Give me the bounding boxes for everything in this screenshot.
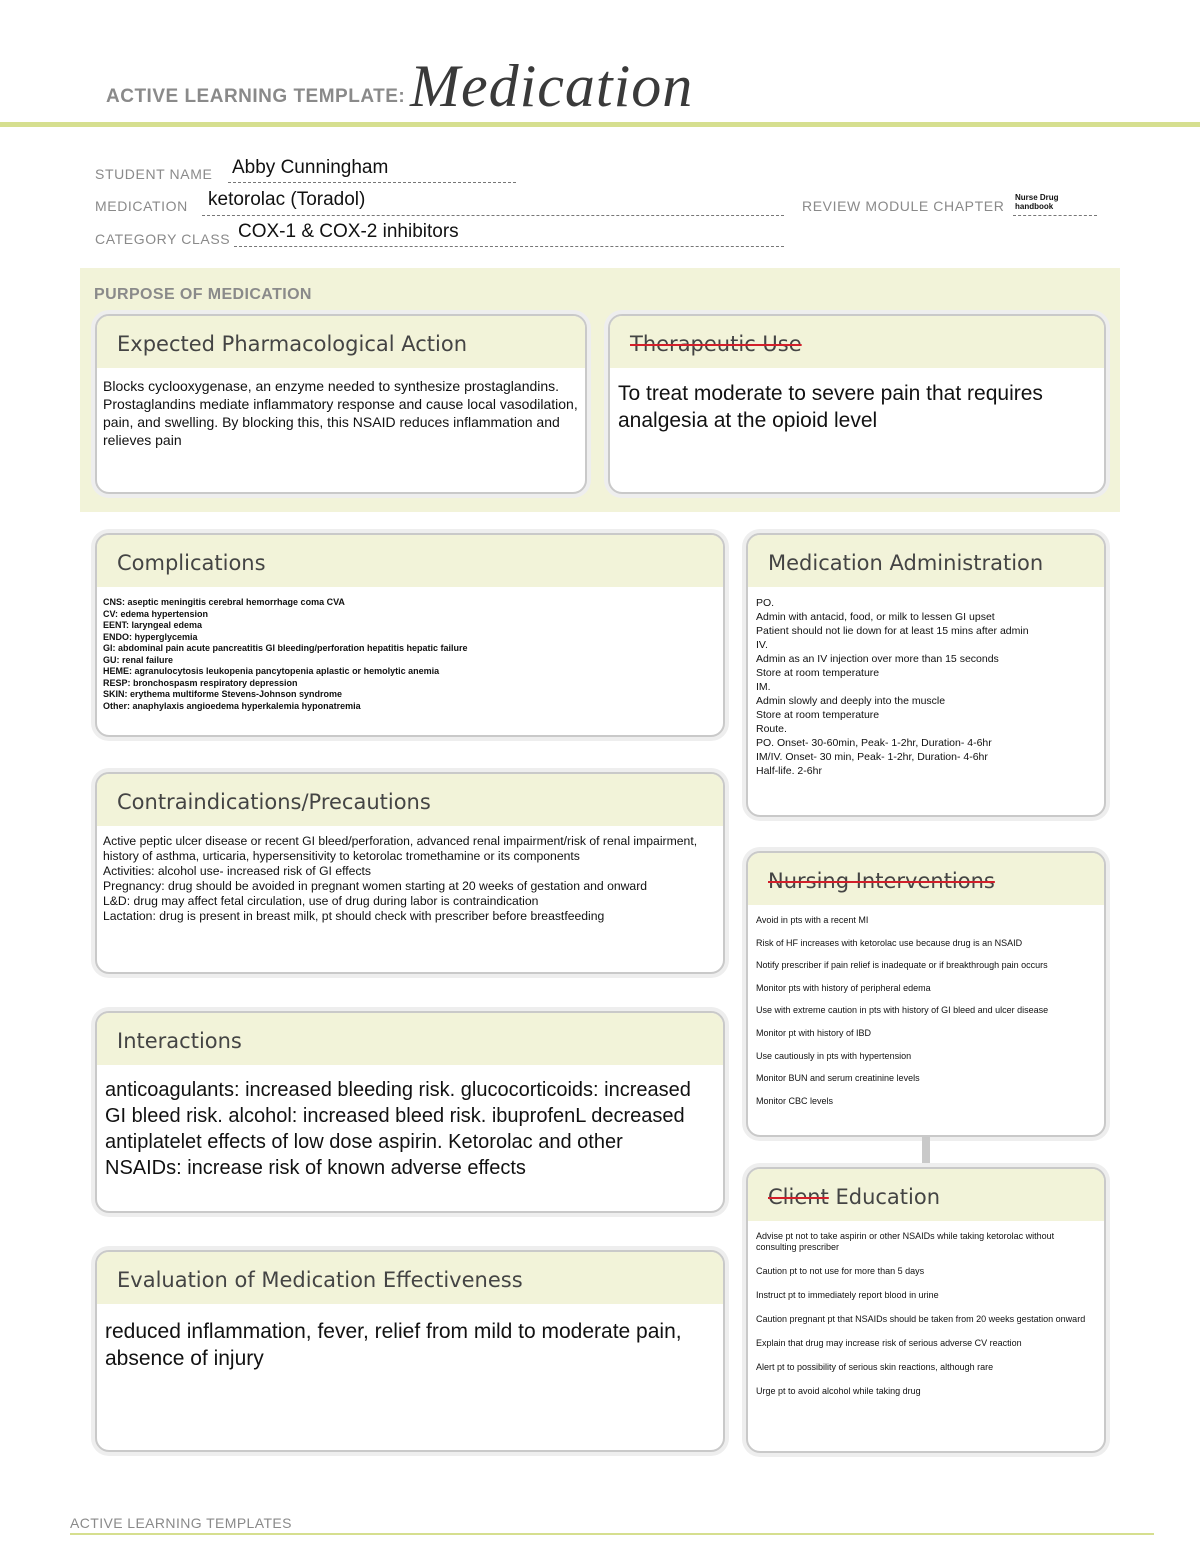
list-item: Store at room temperature bbox=[756, 709, 880, 721]
interactions-text[interactable]: anticoagulants: increased bleeding risk. glucocorticoids: increased GI bleed risk. alcohol: increased bleed risk. ibuprofenL decreased antiplatelet effects of low dose aspirin. Ketorolac and other NSAIDs: increase risk of known adverse effects bbox=[105, 1079, 691, 1179]
expected-action-text[interactable]: Blocks cyclooxygenase, an enzyme needed to synthesize prostaglandins. Prostaglandins mediate inflammatory response and cause local vasodilation, pain, and swelling. By blocking this, this NSAID reduces inflammation and relieves pain bbox=[103, 378, 578, 448]
student-name-label: STUDENT NAME bbox=[95, 166, 213, 182]
list-item: Active peptic ulcer disease or recent GI bleed/perforation, advanced renal impairment/risk of renal impairment, history of asthma, urticaria, hypersensitivity to ketorolac tromethamine or its components bbox=[103, 834, 698, 863]
complications-box bbox=[95, 533, 725, 737]
category-class-field[interactable] bbox=[234, 221, 784, 247]
contraindications-title: Contraindications/Precautions bbox=[97, 774, 723, 826]
page-title: Medication bbox=[410, 53, 694, 119]
review-module-value: Nurse Drug handbook bbox=[1015, 193, 1059, 211]
list-item: Use cautiously in pts with hypertension bbox=[756, 1050, 912, 1061]
purpose-heading: PURPOSE OF MEDICATION bbox=[94, 286, 312, 303]
list-item: Half-life. 2-6hr bbox=[756, 765, 822, 777]
list-item: CNS: aseptic meningitis cerebral hemorrhage coma CVA bbox=[103, 597, 345, 607]
list-item: Admin slowly and deeply into the muscle bbox=[756, 695, 946, 707]
list-item: IM/IV. Onset- 30 min, Peak- 1-2hr, Duration- 4-6hr bbox=[756, 751, 988, 763]
list-item: Route. bbox=[756, 723, 787, 735]
footer-label: ACTIVE LEARNING TEMPLATES bbox=[70, 1515, 292, 1531]
list-item: Advise pt not to take aspirin or other NSAIDs while taking ketorolac without consulting prescriber bbox=[756, 1231, 1055, 1252]
list-item: GI: abdominal pain acute pancreatitis GI bleeding/perforation hepatitis hepatic failure bbox=[103, 643, 468, 653]
list-item: Lactation: drug is present in breast milk, pt should check with prescriber before breastfeeding bbox=[103, 909, 605, 923]
list-item: Instruct pt to immediately report blood in urine bbox=[756, 1290, 939, 1300]
list-item: GU: renal failure bbox=[103, 654, 174, 665]
therapeutic-use-box bbox=[608, 314, 1106, 494]
list-item: Monitor pt with history of IBD bbox=[756, 1027, 872, 1038]
list-item: Caution pregnant pt that NSAIDs should be taken from 20 weeks gestation onward bbox=[756, 1314, 1086, 1324]
list-item: Other: anaphylaxis angioedema hyperkalemia hyponatremia bbox=[103, 700, 361, 711]
box-connector bbox=[922, 1137, 930, 1165]
list-item: Urge pt to avoid alcohol while taking drug bbox=[756, 1386, 921, 1396]
list-item: Explain that drug may increase risk of serious adverse CV reaction bbox=[756, 1338, 1022, 1348]
list-item: Activities: alcohol use- increased risk of GI effects bbox=[103, 864, 372, 878]
list-item: Caution pt to not use for more than 5 days bbox=[756, 1266, 925, 1276]
therapeutic-use-text[interactable]: To treat moderate to severe pain that requires analgesia at the opioid level bbox=[618, 382, 1043, 432]
list-item: Avoid in pts with a recent MI bbox=[756, 915, 869, 925]
list-item: Monitor CBC levels bbox=[756, 1095, 834, 1106]
client-education-list[interactable] bbox=[748, 1221, 1104, 1397]
medication-field[interactable] bbox=[202, 189, 784, 216]
student-name-field[interactable] bbox=[228, 157, 516, 183]
expected-action-title: Expected Pharmacological Action bbox=[97, 316, 585, 368]
therapeutic-use-title: Therapeutic Use bbox=[630, 332, 802, 356]
list-item: Alert pt to possibility of serious skin reactions, although rare bbox=[756, 1362, 994, 1372]
administration-box bbox=[746, 533, 1106, 817]
category-class-value: COX-1 & COX-2 inhibitors bbox=[238, 221, 459, 242]
review-module-label: REVIEW MODULE CHAPTER bbox=[802, 198, 1005, 214]
contraindications-list[interactable] bbox=[97, 826, 723, 924]
list-item: SKIN: erythema multiforme Stevens-Johnson syndrome bbox=[103, 689, 343, 699]
list-item: Pregnancy: drug should be avoided in pregnant women starting at 20 weeks of gestation and onward bbox=[103, 879, 648, 893]
category-class-label: CATEGORY CLASS bbox=[95, 231, 231, 247]
evaluation-text[interactable]: reduced inflammation, fever, relief from mild to moderate pain, absence of injury bbox=[105, 1320, 682, 1370]
list-item: IM. bbox=[756, 681, 771, 693]
list-item: EENT: laryngeal edema bbox=[103, 620, 203, 630]
list-item: Monitor pts with history of peripheral edema bbox=[756, 982, 931, 993]
medication-label: MEDICATION bbox=[95, 198, 188, 214]
list-item: IV. bbox=[756, 639, 768, 651]
nursing-interventions-box bbox=[746, 851, 1106, 1137]
interactions-title: Interactions bbox=[97, 1013, 723, 1065]
list-item: Admin with antacid, food, or milk to lessen GI upset bbox=[756, 611, 995, 623]
list-item: PO. Onset- 30-60min, Peak- 1-2hr, Duration- 4-6hr bbox=[756, 737, 992, 749]
list-item: PO. bbox=[756, 597, 775, 609]
template-label: ACTIVE LEARNING TEMPLATE: bbox=[106, 86, 406, 107]
evaluation-box bbox=[95, 1250, 725, 1452]
expected-action-box bbox=[95, 314, 587, 494]
list-item: L&D: drug may affect fetal circulation, use of drug during labor is contraindication bbox=[103, 894, 539, 908]
nursing-interventions-list[interactable] bbox=[748, 905, 1104, 1107]
list-item: ENDO: hyperglycemia bbox=[103, 631, 198, 642]
interactions-box bbox=[95, 1011, 725, 1213]
client-education-title: Education bbox=[828, 1185, 941, 1209]
contraindications-box bbox=[95, 772, 725, 974]
list-item: Admin as an IV injection over more than 15 seconds bbox=[756, 653, 999, 665]
list-item: Use with extreme caution in pts with history of GI bleed and ulcer disease bbox=[756, 1005, 1049, 1016]
student-name-value: Abby Cunningham bbox=[232, 157, 389, 178]
list-item: CV: edema hypertension bbox=[103, 608, 209, 619]
list-item: Store at room temperature bbox=[756, 667, 880, 679]
client-education-box bbox=[746, 1167, 1106, 1453]
list-item: HEME: agranulocytosis leukopenia pancytopenia aplastic or hemolytic anemia bbox=[103, 666, 440, 676]
header-divider bbox=[0, 122, 1200, 127]
footer-divider bbox=[70, 1533, 1154, 1535]
list-item: Monitor BUN and serum creatinine levels bbox=[756, 1073, 920, 1084]
list-item: Notify prescriber if pain relief is inadequate or if breakthrough pain occurs bbox=[756, 960, 1048, 971]
client-education-title-struck: Client bbox=[768, 1185, 829, 1209]
complications-title: Complications bbox=[97, 535, 723, 587]
list-item: RESP: bronchospasm respiratory depression bbox=[103, 677, 298, 688]
medication-value: ketorolac (Toradol) bbox=[208, 189, 366, 210]
administration-title: Medication Administration bbox=[748, 535, 1104, 587]
administration-list[interactable] bbox=[748, 587, 1104, 778]
list-item: Patient should not lie down for at least 15 mins after admin bbox=[756, 625, 1029, 637]
review-module-field[interactable] bbox=[1013, 193, 1097, 216]
nursing-interventions-title: Nursing Interventions bbox=[768, 869, 995, 893]
complications-list[interactable] bbox=[97, 587, 723, 712]
list-item: Risk of HF increases with ketorolac use because drug is an NSAID bbox=[756, 937, 1023, 948]
evaluation-title: Evaluation of Medication Effectiveness bbox=[97, 1252, 723, 1304]
